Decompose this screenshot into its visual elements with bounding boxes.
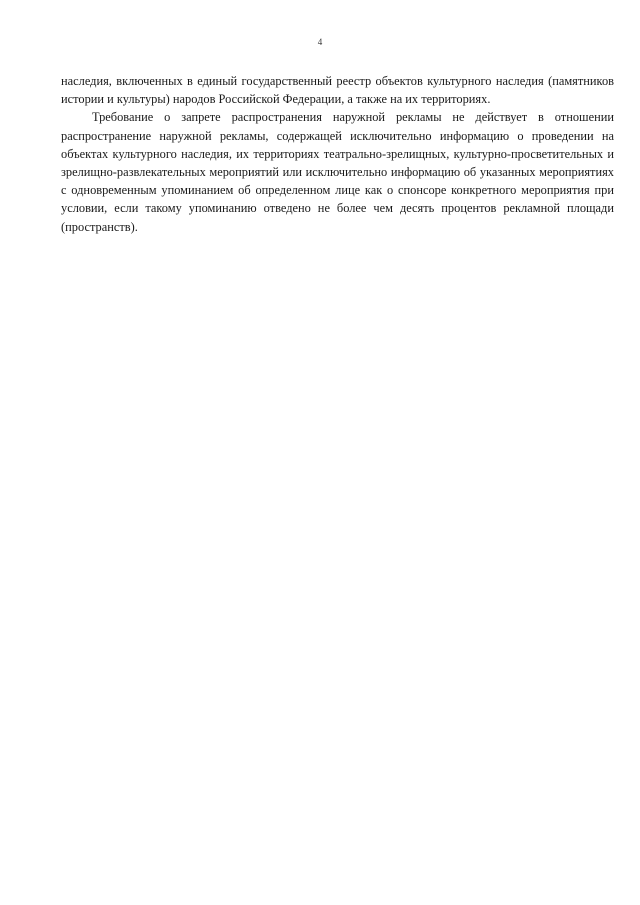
paragraph-advertising-exemption: Требование о запрете распространения наружной рекламы не действует в отношении распространение наружной рекламы, содержащей исключительно информацию о проведении на объектах культурного наследия, их территориях театрально-зрелищных, культурно-просветительных и зрелищно-развлекательных мероприятий или исключительно информацию об указанных мероприятиях с одновременным упоминанием об определенном лице как о спонсоре конкретного мероприятия при условии, если такому упоминанию отведено не более чем десять процентов рекламной площади (пространств). [61,110,614,234]
paragraph-continuation: наследия, включенных в единый государственный реестр объектов культурного наследия (памятников истории и культуры) народов Российской Федерации, а также на их территориях. [61,74,614,107]
document-body [61,72,614,236]
page-number: 4 [317,37,323,47]
